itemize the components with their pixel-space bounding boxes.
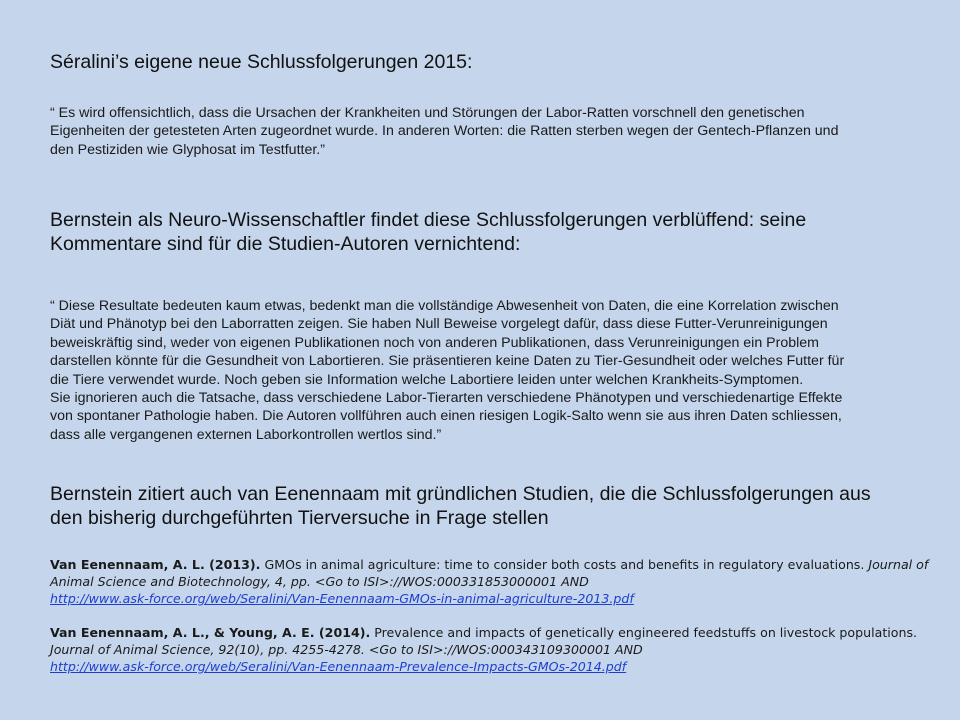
quote-bernstein [50, 297, 950, 444]
quote-line: den Pestiziden wie Glyphosat im Testfutter.” [50, 141, 325, 158]
reference-line [50, 624, 950, 641]
quote-line: darstellen könnte für die Gesundheit von Labortieren. Sie präsentieren keine Daten zu Tier-Gesundheit oder welches Futter für [50, 353, 845, 370]
reference-title: GMOs in animal agriculture: time to consider both costs and benefits in regulatory evaluations. [260, 557, 869, 572]
reference-authors: Van Eenennaam, A. L., & Young, A. E. (2014). [50, 625, 371, 640]
quote-line: beweiskräftig sind, weder von eigenen Publikationen noch von anderen Publikationen, dass Verunreinigungen ein Problem [50, 334, 819, 351]
heading-line: Bernstein als Neuro-Wissenschaftler findet diese Schlussfolgerungen verblüffend: seine [50, 209, 807, 231]
reference-line [50, 573, 950, 590]
reference-line [50, 641, 950, 658]
heading-line: den bisherig durchgeführten Tierversuche in Frage stellen [50, 507, 549, 529]
reference-item [50, 556, 950, 607]
quote-line: dass alle vergangenen externen Laborkontrollen wertlos sind.” [50, 426, 442, 443]
reference-source: Journal of Animal Science, 92(10), pp. 4255-4278. <Go to ISI>://WOS:000343109300001 AND [50, 642, 643, 657]
quote-line: die Tiere verwendet wurde. Noch geben sie Information welche Labortiere leiden unter welchen Krankheits-Symptomen. [50, 371, 804, 388]
heading-bernstein-comment [50, 208, 930, 256]
heading-van-eenennaam [50, 482, 950, 530]
reference-line [50, 658, 950, 675]
reference-link[interactable]: http://www.ask-force.org/web/Seralini/Van-Eenennaam-Prevalence-Impacts-GMOs-2014.pdf [50, 659, 627, 674]
quote-line: “ Diese Resultate bedeuten kaum etwas, bedenkt man die vollständige Abwesenheit von Daten, die eine Korrelation zwischen [50, 298, 839, 314]
reference-source: Animal Science and Biotechnology, 4, pp. <Go to ISI>://WOS:000331853000001 AND [50, 574, 589, 589]
reference-link[interactable]: http://www.ask-force.org/web/Seralini/Van-Eenennaam-GMOs-in-animal-agriculture-2013.pdf [50, 591, 634, 606]
quote-line: Diät und Phänotyp bei den Laborratten zeigen. Sie haben Null Beweise vorgelegt dafür, dass diese Futter-Verunreinigungen [50, 316, 828, 333]
quote-line: von spontaner Pathologie haben. Die Autoren vollführen auch einen riesigen Logik-Salto wenn sie aus ihren Daten schliessen, [50, 408, 842, 425]
quote-seralini [50, 104, 950, 159]
reference-line [50, 556, 950, 573]
quote-line: “ Es wird offensichtlich, dass die Ursachen der Krankheiten und Störungen der Labor-Ratten vorschnell den genetischen [50, 105, 805, 121]
reference-item [50, 624, 950, 675]
heading-line: Bernstein zitiert auch van Eenennaam mit gründlichen Studien, die die Schlussfolgerungen aus [50, 483, 871, 505]
quote-line: Sie ignorieren auch die Tatsache, dass verschiedene Labor-Tierarten verschiedene Phänotypen und verschiedenartige Effekte [50, 390, 843, 407]
reference-list [50, 556, 950, 675]
reference-journal: Journal of [868, 557, 929, 572]
reference-title: Prevalence and impacts of genetically engineered feedstuffs on livestock populations. [370, 625, 918, 640]
reference-line [50, 590, 950, 607]
heading-line: Kommentare sind für die Studien-Autoren vernichtend: [50, 233, 521, 255]
quote-line: Eigenheiten der getesteten Arten zugeordnet wurde. In anderen Worten: die Ratten sterben wegen der Gentech-Pflanzen und [50, 123, 839, 140]
heading-seralini-conclusions: Séralini’s eigene neue Schlussfolgerungen 2015: [50, 51, 473, 73]
reference-authors: Van Eenennaam, A. L. (2013). [50, 557, 261, 572]
